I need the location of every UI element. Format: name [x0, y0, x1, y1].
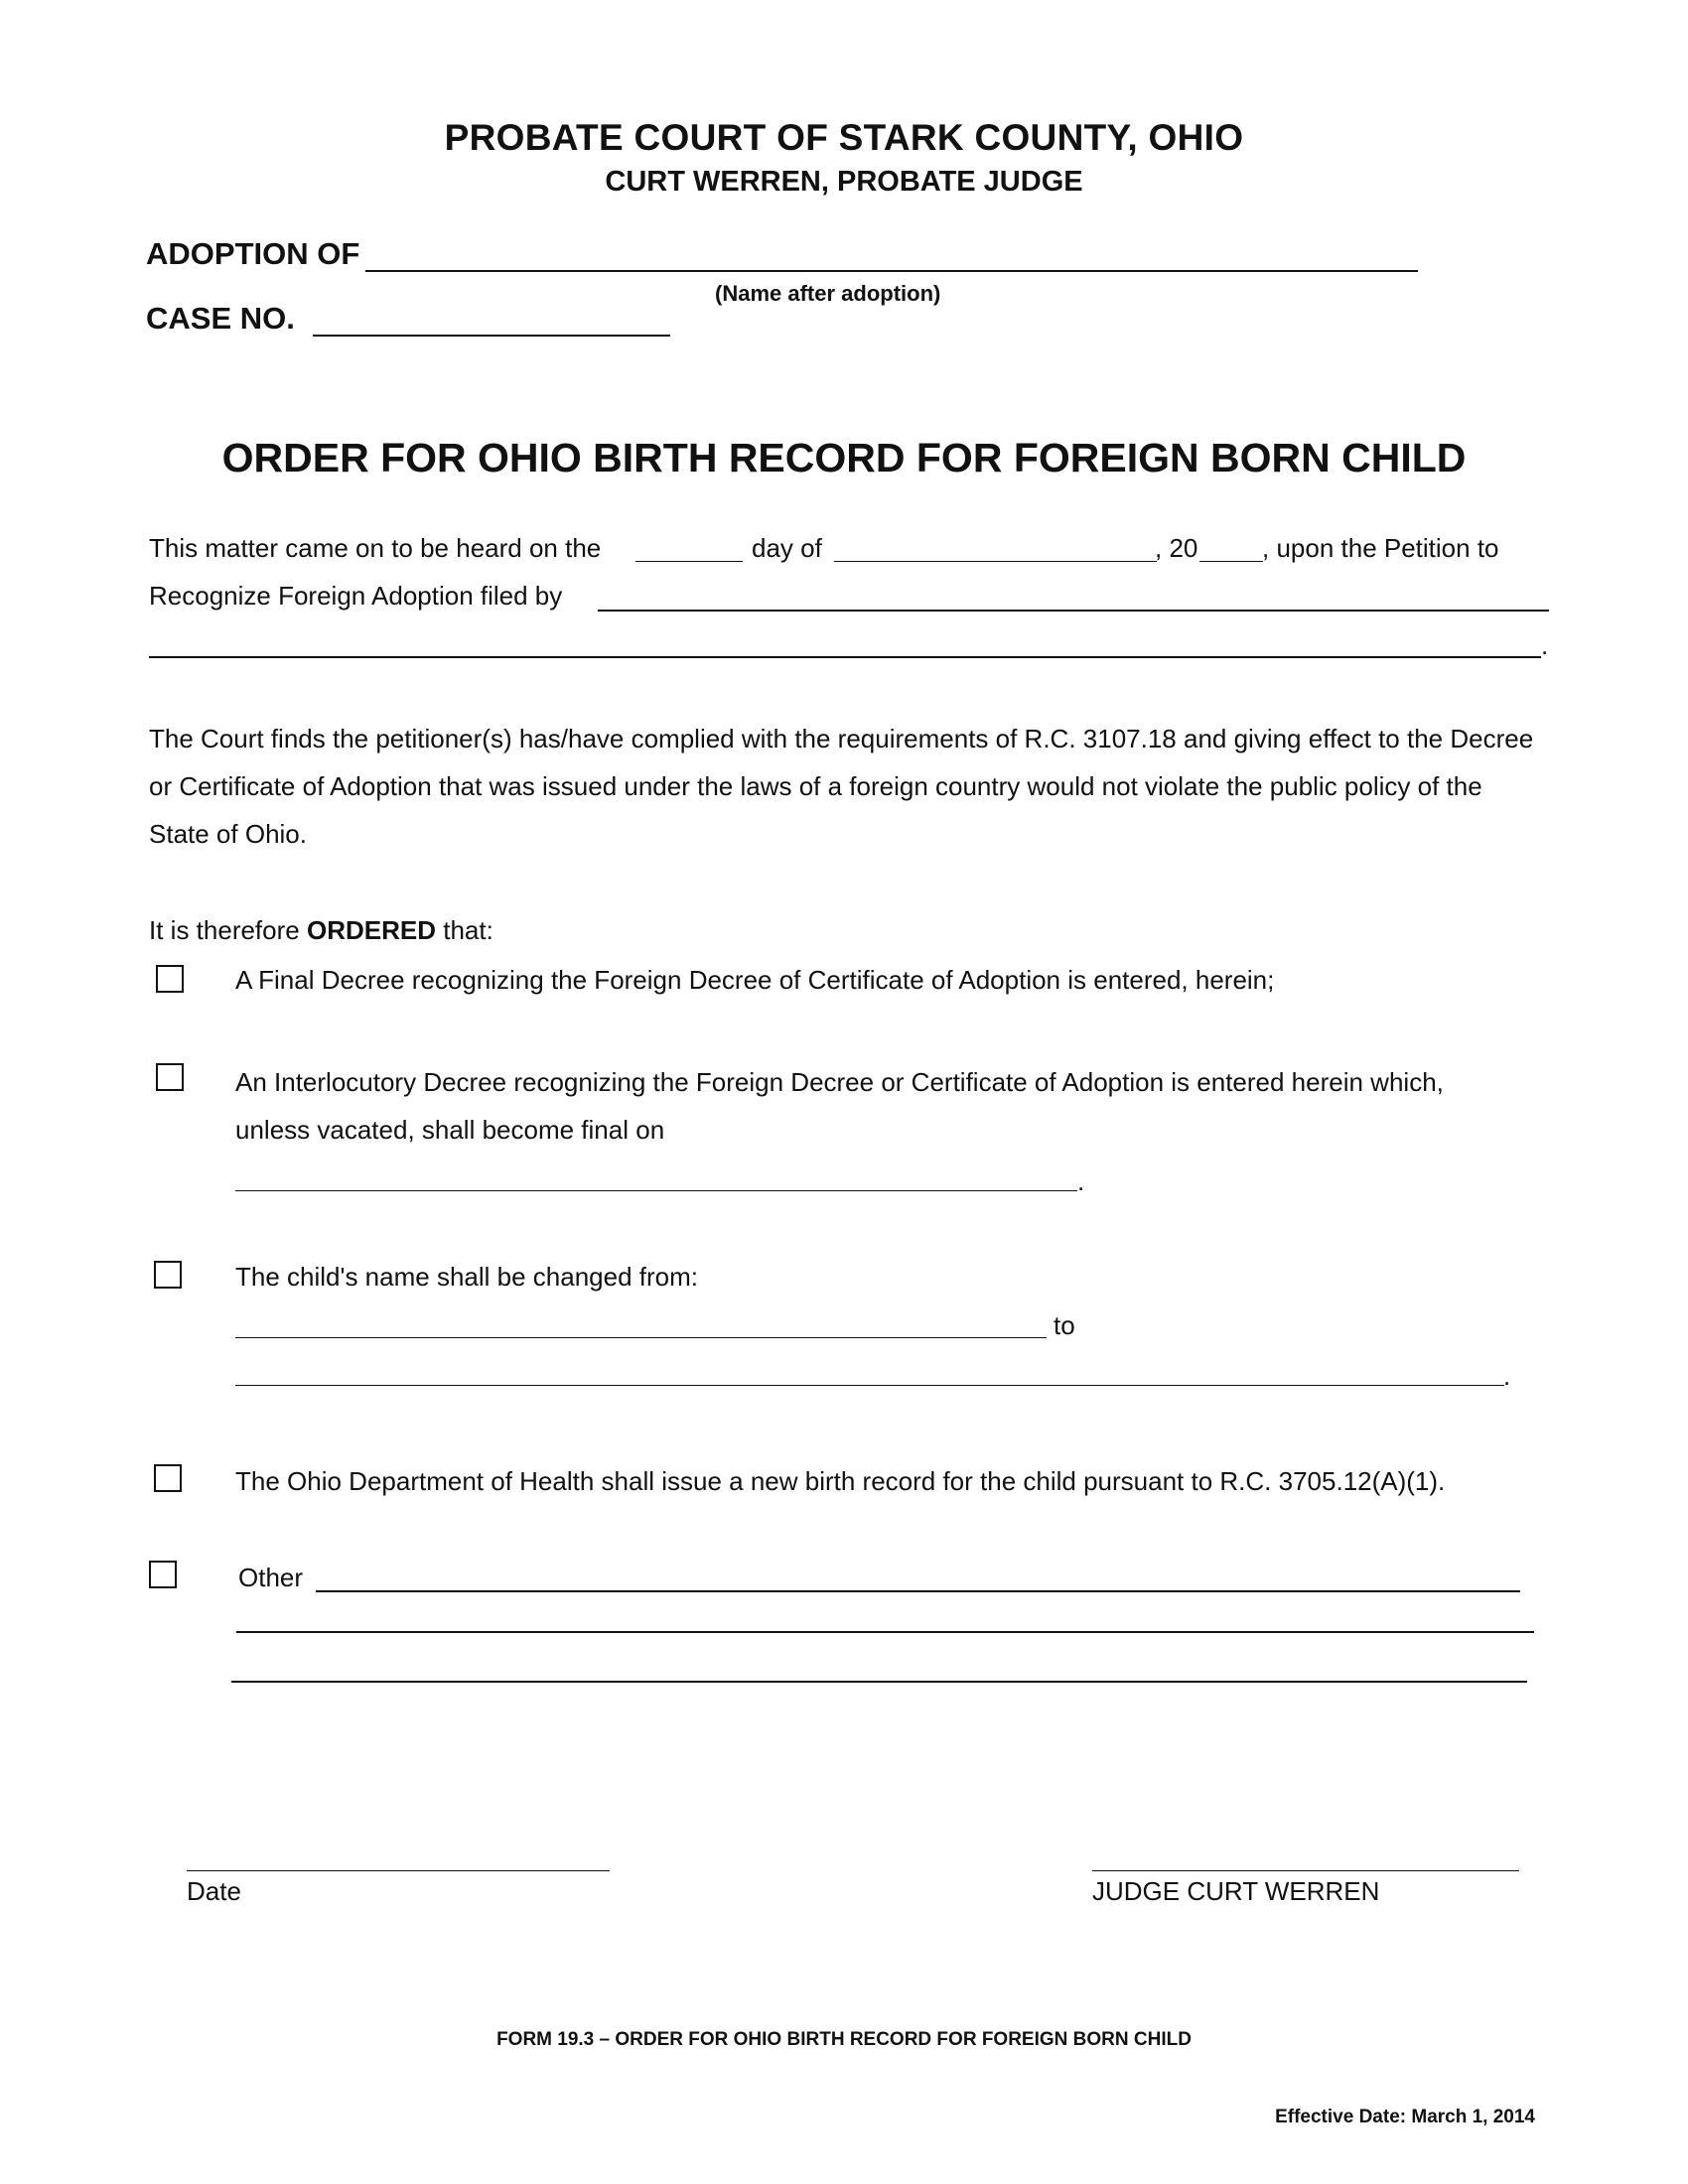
- final-date-field[interactable]: [235, 1190, 1077, 1191]
- hearing-day-field[interactable]: [635, 561, 743, 562]
- health-dept-checkbox[interactable]: [154, 1464, 182, 1492]
- interlocutory-decree-checkbox[interactable]: [156, 1063, 184, 1091]
- other-field-3[interactable]: [231, 1681, 1527, 1683]
- court-finding: The Court finds the petitioner(s) has/have complied with the requirements of R.C. 3107.18 and giving effect to the Decree or Certificate of Adoption that was issued under the laws of a foreign country would not violate the public policy of the State of Ohio.: [149, 724, 1534, 849]
- date-label: Date: [187, 1876, 241, 1906]
- adoption-name-field[interactable]: [365, 270, 1418, 272]
- name-change-period: .: [1503, 1361, 1511, 1391]
- name-after-adoption-note: (Name after adoption): [715, 281, 941, 306]
- health-dept-text: The Ohio Department of Health shall issue a new birth record for the child pursuant to R.C. 3705.12(A)(1).: [235, 1466, 1446, 1496]
- effective-date: Effective Date: March 1, 2014: [1275, 2107, 1535, 2127]
- hearing-text-1: This matter came on to be heard on the: [149, 533, 602, 563]
- judge-name: CURT WERREN, PROBATE JUDGE: [605, 166, 1083, 198]
- other-field-2[interactable]: [236, 1631, 1534, 1633]
- form-title-footer: FORM 19.3 – ORDER FOR OHIO BIRTH RECORD FOR FOREIGN BORN CHILD: [496, 2029, 1192, 2050]
- judge-label: JUDGE CURT WERREN: [1092, 1876, 1380, 1906]
- final-date-period: .: [1077, 1166, 1085, 1196]
- ordered-suffix: that:: [443, 915, 493, 945]
- court-name: PROBATE COURT OF STARK COUNTY, OHIO: [444, 117, 1244, 158]
- interlocutory-text-1: An Interlocutory Decree recognizing the Foreign Decree or Certificate of Adoption is entered herein which,: [235, 1067, 1444, 1097]
- final-decree-text: A Final Decree recognizing the Foreign Decree of Certificate of Adoption is entered, herein;: [235, 965, 1275, 995]
- document-title: ORDER FOR OHIO BIRTH RECORD FOR FOREIGN BORN CHILD: [221, 435, 1467, 480]
- hearing-text-3: , 20: [1155, 533, 1198, 563]
- name-change-to-field[interactable]: [235, 1385, 1504, 1386]
- filed-by-period: .: [1541, 630, 1549, 660]
- name-change-to-label: to: [1054, 1310, 1075, 1340]
- hearing-text-2: day of: [752, 533, 822, 563]
- other-field-1[interactable]: [316, 1590, 1520, 1592]
- judge-signature-line[interactable]: [1092, 1870, 1519, 1871]
- case-no-field[interactable]: [313, 335, 670, 337]
- hearing-month-field[interactable]: [834, 561, 1157, 562]
- ordered-line: [149, 915, 493, 946]
- adoption-of-label: ADOPTION OF: [146, 236, 360, 271]
- case-no-label: CASE NO.: [146, 301, 295, 336]
- filed-by-label: Recognize Foreign Adoption filed by: [149, 581, 563, 611]
- final-decree-checkbox[interactable]: [156, 965, 184, 993]
- date-signature-line[interactable]: [187, 1870, 610, 1871]
- other-checkbox[interactable]: [149, 1561, 177, 1588]
- ordered-prefix: It is therefore: [149, 915, 300, 945]
- filed-by-field[interactable]: [598, 610, 1549, 612]
- interlocutory-text-2: unless vacated, shall become final on: [235, 1115, 665, 1145]
- other-label: Other: [238, 1563, 304, 1592]
- filed-by-field-2[interactable]: [149, 656, 1541, 658]
- name-change-checkbox[interactable]: [154, 1261, 182, 1289]
- ordered-emphasis: ORDERED: [306, 915, 436, 945]
- name-change-from-field[interactable]: [235, 1337, 1047, 1338]
- name-change-text: The child's name shall be changed from:: [235, 1262, 698, 1292]
- hearing-text-4: , upon the Petition to: [1262, 533, 1499, 563]
- hearing-year-field[interactable]: [1199, 561, 1263, 562]
